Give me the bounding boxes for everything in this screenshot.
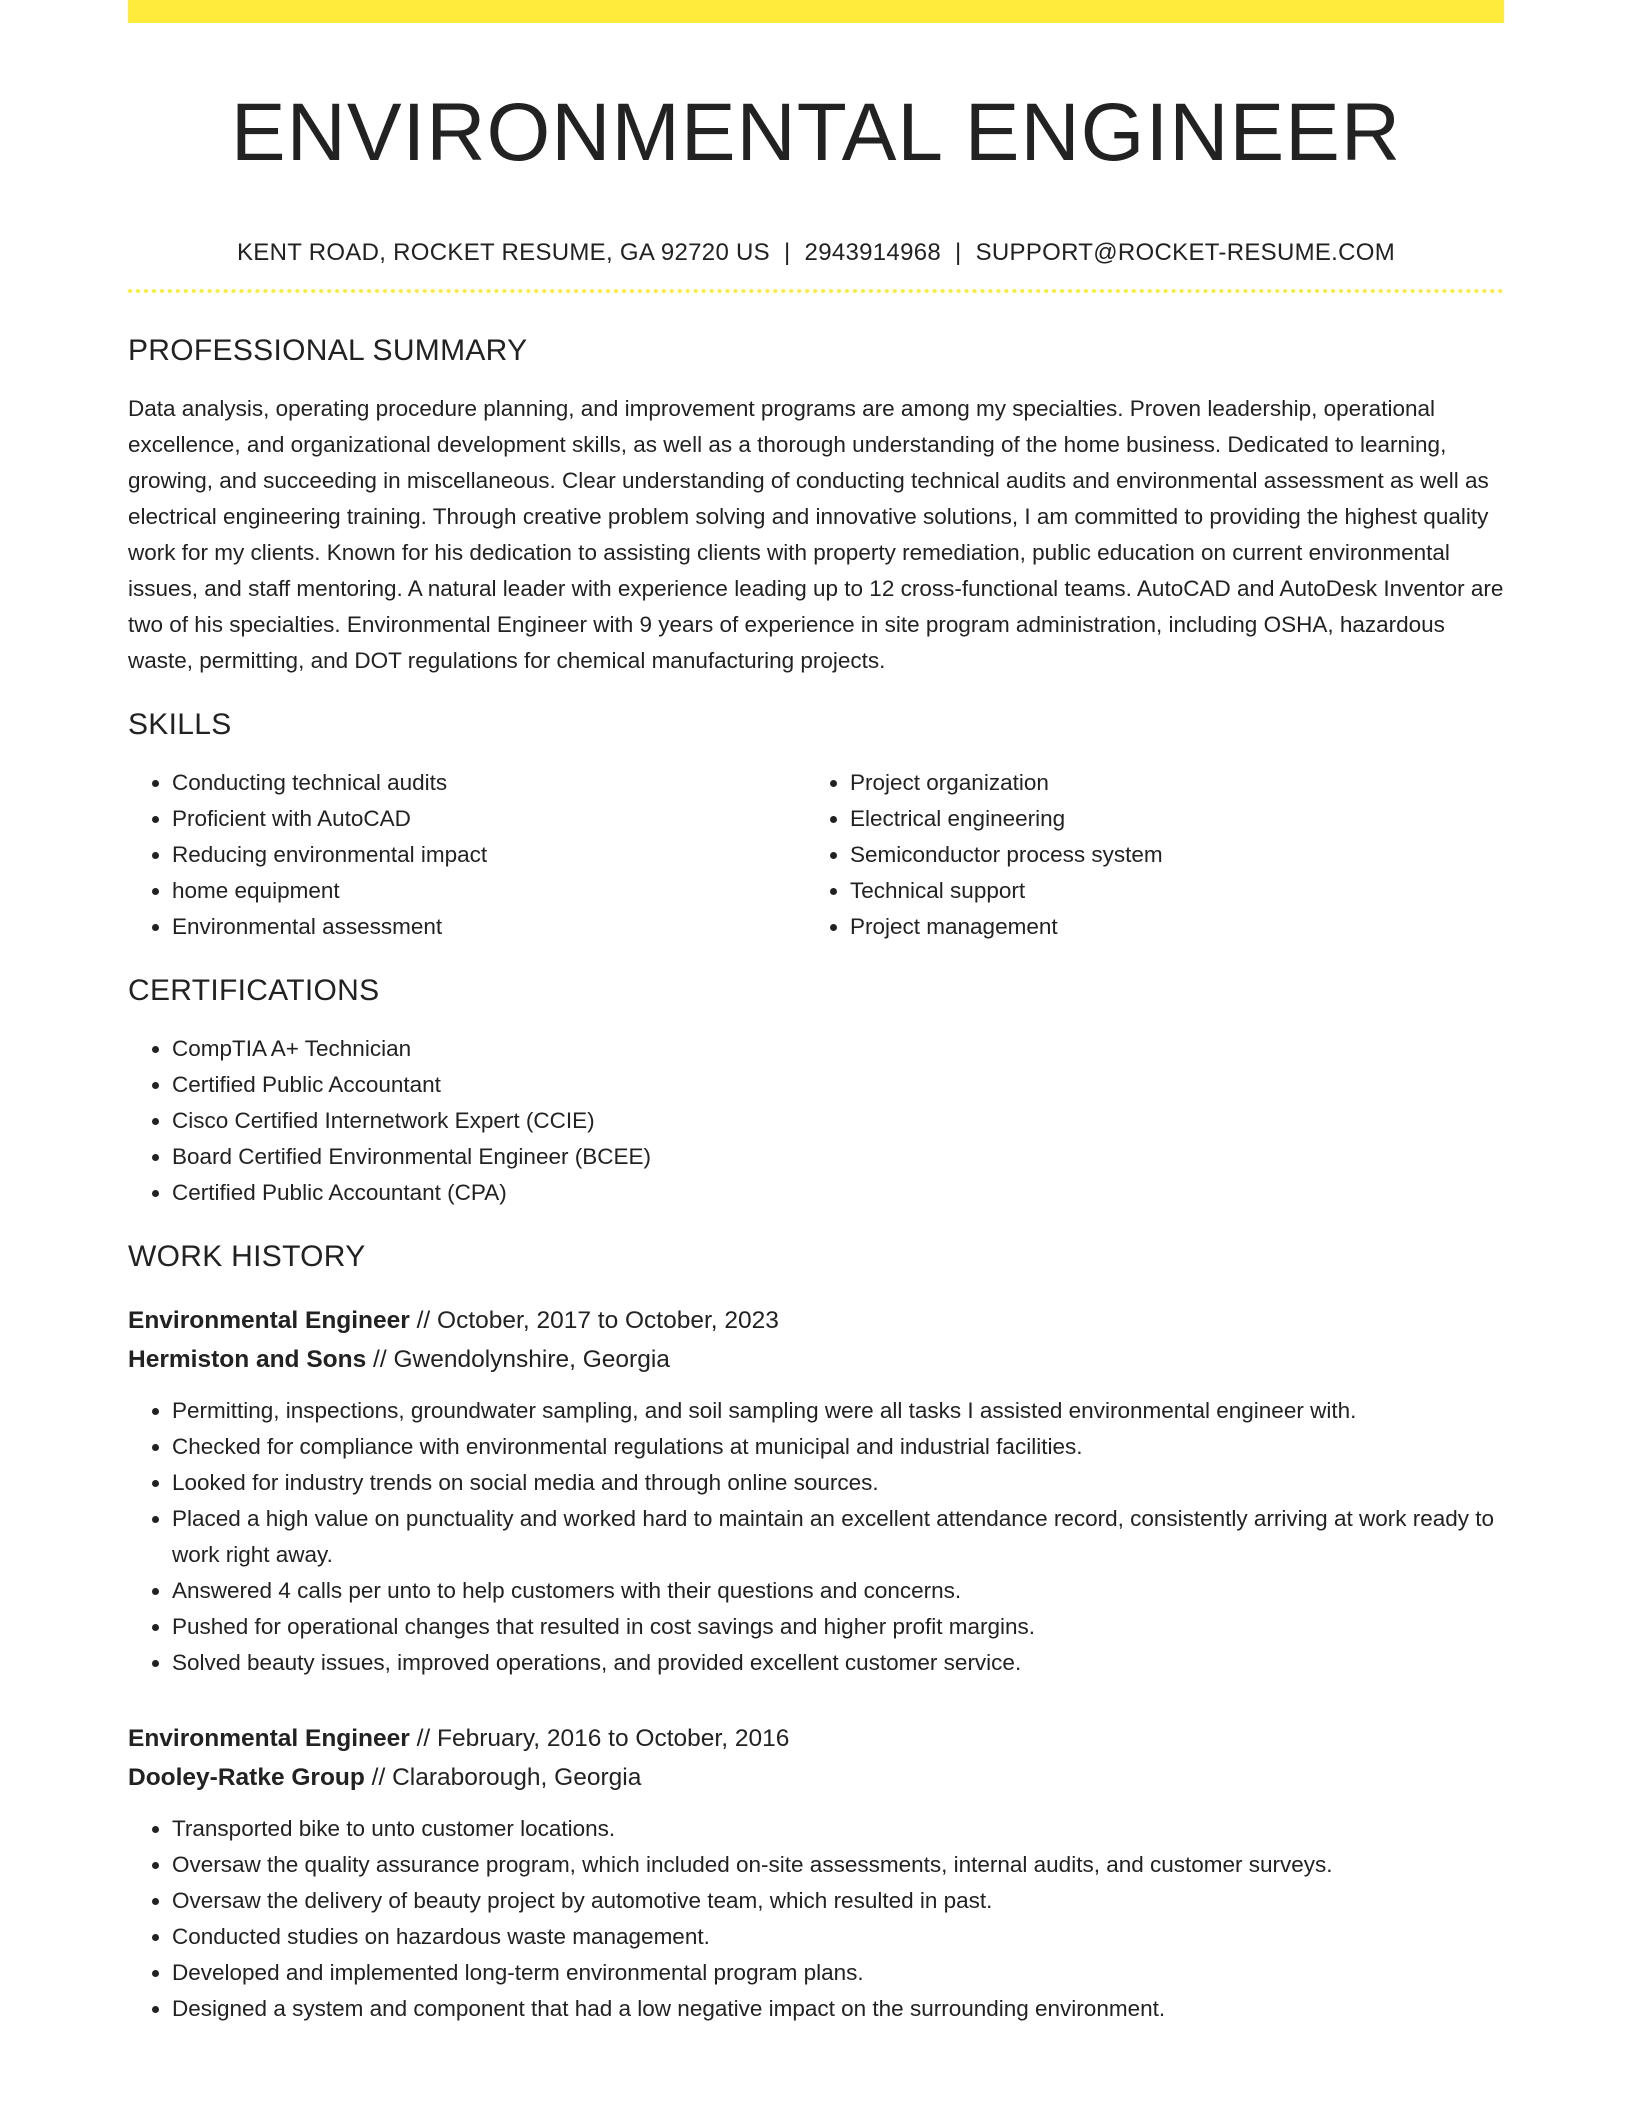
list-item: • Project management — [850, 909, 1484, 945]
summary-text: Data analysis, operating procedure planning, and improvement programs are among my specialties. Proven leadership, operational excellence, and organizational development skills, as well as a thorough understanding of the home business. Dedicated to learning, growing, and succeeding in miscellaneous. Clear understanding of conducting technical audits and environmental assessment as well as electrical engineering training. Through creative problem solving and innovative solutions, I am committed to providing the highest quality work for my clients. Known for his dedication to assisting clients with property remediation, public education on current environmental issues, and staff mentoring. A natural leader with experience leading up to 12 cross-functional teams. AutoCAD and AutoDesk Inventor are two of his specialties. Environmental Engineer with 9 years of experience in site program administration, including OSHA, hazardous waste, permitting, and DOT regulations for chemical manufacturing projects. — [128, 396, 1504, 673]
phone: 2943914968 — [804, 239, 942, 266]
job-role: Environmental Engineer — [128, 1725, 410, 1752]
certifications-list — [128, 1031, 1504, 1211]
job-bullets — [128, 1811, 1504, 2027]
job-role: Environmental Engineer — [128, 1307, 410, 1334]
job-role-line — [128, 1301, 1504, 1340]
job-entry — [128, 1301, 1504, 1681]
list-item: • Pushed for operational changes that resulted in cost savings and higher profit margins. — [172, 1609, 1504, 1645]
resume-title: ENVIRONMENTAL ENGINEER — [230, 87, 1402, 178]
job-role-line — [128, 1719, 1504, 1758]
list-item: • Looked for industry trends on social media and through online sources. — [172, 1465, 1504, 1501]
list-item: • Environmental assessment — [172, 909, 806, 945]
section-title-work-history: WORK HISTORY — [128, 1240, 366, 1273]
job-company-line — [128, 1340, 1504, 1379]
list-item: • Conducted studies on hazardous waste management. — [172, 1919, 1504, 1955]
section-title-summary: PROFESSIONAL SUMMARY — [128, 334, 528, 367]
contact-line — [128, 237, 1504, 269]
job-location: // Claraborough, Georgia — [364, 1764, 642, 1791]
job-dates: // February, 2016 to October, 2016 — [409, 1725, 790, 1752]
list-item: • Placed a high value on punctuality and worked hard to maintain an excellent attendance record, consistently arriving at work ready to work right away. — [172, 1501, 1504, 1573]
accent-bar — [128, 0, 1504, 23]
separator: | — [784, 239, 791, 266]
list-item: • Certified Public Accountant (CPA) — [172, 1175, 1504, 1211]
list-item: • Project organization — [850, 765, 1484, 801]
section-title-certifications: CERTIFICATIONS — [128, 974, 380, 1007]
job-dates: // October, 2017 to October, 2023 — [409, 1307, 779, 1334]
list-item: • home equipment — [172, 873, 806, 909]
list-item: • Certified Public Accountant — [172, 1067, 1504, 1103]
list-item: • Developed and implemented long-term environmental program plans. — [172, 1955, 1504, 1991]
skills-column-right — [806, 765, 1484, 945]
list-item: • Oversaw the quality assurance program, which included on-site assessments, internal audits, and customer surveys. — [172, 1847, 1504, 1883]
skills-list-right — [806, 765, 1484, 945]
list-item: • Semiconductor process system — [850, 837, 1484, 873]
skills-grid — [128, 765, 1504, 945]
email: SUPPORT@ROCKET-RESUME.COM — [975, 239, 1396, 266]
list-item: • Solved beauty issues, improved operations, and provided excellent customer service. — [172, 1645, 1504, 1681]
list-item: • Checked for compliance with environmental regulations at municipal and industrial facilities. — [172, 1429, 1504, 1465]
list-item: • Conducting technical audits — [172, 765, 806, 801]
list-item: • Technical support — [850, 873, 1484, 909]
dotted-divider — [128, 289, 1504, 293]
address: KENT ROAD, ROCKET RESUME, GA 92720 US — [236, 239, 770, 266]
list-item: • Answered 4 calls per unto to help customers with their questions and concerns. — [172, 1573, 1504, 1609]
separator: | — [955, 239, 962, 266]
job-company-line — [128, 1758, 1504, 1797]
list-item: • Reducing environmental impact — [172, 837, 806, 873]
list-item: • Transported bike to unto customer locations. — [172, 1811, 1504, 1847]
job-company: Hermiston and Sons — [128, 1346, 367, 1373]
skills-list-left — [128, 765, 806, 945]
resume-page — [128, 0, 1504, 2027]
list-item: • Designed a system and component that had a low negative impact on the surrounding environment. — [172, 1991, 1504, 2027]
skills-column-left — [128, 765, 806, 945]
list-item: • Board Certified Environmental Engineer (BCEE) — [172, 1139, 1504, 1175]
list-item: • CompTIA A+ Technician — [172, 1031, 1504, 1067]
list-item: • Cisco Certified Internetwork Expert (CCIE) — [172, 1103, 1504, 1139]
list-item: • Oversaw the delivery of beauty project by automotive team, which resulted in past. — [172, 1883, 1504, 1919]
list-item: • Proficient with AutoCAD — [172, 801, 806, 837]
job-entry — [128, 1719, 1504, 2027]
list-item: • Permitting, inspections, groundwater sampling, and soil sampling were all tasks I assisted environmental engineer with. — [172, 1393, 1504, 1429]
job-bullets — [128, 1393, 1504, 1681]
job-location: // Gwendolynshire, Georgia — [366, 1346, 670, 1373]
job-company: Dooley-Ratke Group — [128, 1764, 365, 1791]
list-item: • Electrical engineering — [850, 801, 1484, 837]
section-title-skills: SKILLS — [128, 708, 232, 741]
